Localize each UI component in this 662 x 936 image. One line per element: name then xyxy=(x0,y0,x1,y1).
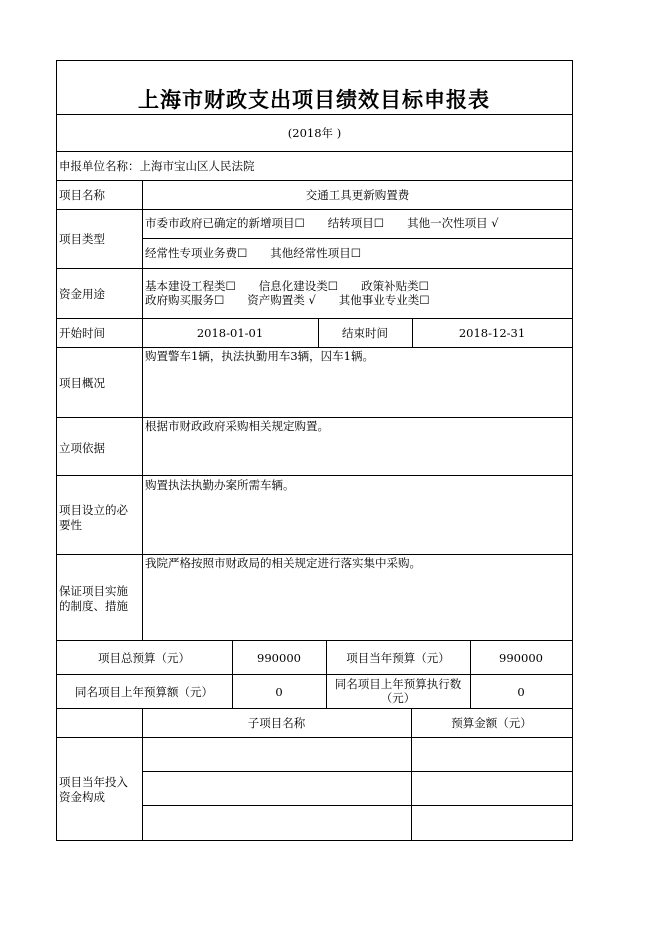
rule-top xyxy=(56,60,573,61)
form-title: 上海市财政支出项目绩效目标申报表 xyxy=(138,87,490,112)
rule-after-budget1 xyxy=(56,674,573,675)
overview-text: 购置警车1辆，执法执勤用车3辆，囚车1辆。 xyxy=(145,349,374,363)
end-time-label: 结束时间 xyxy=(342,326,388,340)
rule-after-type xyxy=(56,268,573,269)
necessity-text: 购置执法执勤办案所需车辆。 xyxy=(145,478,295,492)
rule-after-measures xyxy=(56,640,573,641)
rule-bottom xyxy=(56,840,573,841)
prev-exec-label-line1: 同名项目上年预算执行数 xyxy=(334,677,462,691)
project-type-line2: 经常性专项业务费☐ 其他经常性项目☐ xyxy=(145,246,362,260)
measures-label-line2: 的制度、措施 xyxy=(59,599,128,613)
measures-label-line1: 保证项目实施 xyxy=(59,584,128,598)
total-budget-label: 项目总预算（元） xyxy=(98,651,190,665)
start-time-value: 2018-01-01 xyxy=(196,326,264,340)
rule-after-dates xyxy=(56,347,573,348)
applicant-line: 申报单位名称：上海市宝山区人民法院 xyxy=(59,159,255,173)
end-time-value: 2018-12-31 xyxy=(458,326,526,340)
necessity-label-line1: 项目设立的必 xyxy=(59,503,128,517)
total-budget-value: 990000 xyxy=(257,651,301,665)
sub-item-name-header: 子项目名称 xyxy=(247,716,306,730)
rule-after-overview xyxy=(56,417,573,418)
fund-use-label: 资金用途 xyxy=(59,287,105,301)
form-year: (2018年 ) xyxy=(287,126,342,140)
current-budget-value: 990000 xyxy=(499,651,543,665)
measures-text: 我院严格按照市财政局的相关规定进行落实集中采购。 xyxy=(145,556,421,570)
rule-after-name xyxy=(56,209,573,210)
rule-left xyxy=(56,60,57,841)
rule-after-subheader xyxy=(56,737,573,738)
start-time-label: 开始时间 xyxy=(59,326,105,340)
rule-type-mid xyxy=(142,238,573,239)
prev-exec-value: 0 xyxy=(517,685,525,699)
project-name-value: 交通工具更新购置费 xyxy=(305,188,410,202)
prev-budget-label: 同名项目上年预算额（元） xyxy=(75,685,213,699)
current-budget-label: 项目当年预算（元） xyxy=(346,651,450,665)
composition-label-line2: 资金构成 xyxy=(59,790,105,804)
project-type-line1: 市委市政府已确定的新增项目☐ 结转项目☐ 其他一次性项目 √ xyxy=(145,216,499,230)
rule-sub-1 xyxy=(142,771,573,772)
rule-after-basis xyxy=(56,475,573,476)
project-type-label: 项目类型 xyxy=(59,232,105,246)
rule-after-budget2 xyxy=(56,708,573,709)
overview-label: 项目概况 xyxy=(59,376,105,390)
rule-sub-2 xyxy=(142,805,573,806)
rule-after-necessity xyxy=(56,554,573,555)
rule-right xyxy=(572,60,573,841)
rule-after-applicant xyxy=(56,180,573,181)
basis-text: 根据市财政政府采购相关规定购置。 xyxy=(145,419,329,433)
project-name-label: 项目名称 xyxy=(59,188,105,202)
rule-after-title xyxy=(56,114,573,115)
composition-label-line1: 项目当年投入 xyxy=(59,775,128,789)
rule-label-col-a xyxy=(142,180,143,641)
basis-label: 立项依据 xyxy=(59,441,105,455)
necessity-label-line2: 要性 xyxy=(59,518,82,532)
prev-exec-label-line2: （元） xyxy=(380,691,416,705)
sub-item-amount-header: 预算金额（元） xyxy=(451,716,532,730)
rule-after-funduse xyxy=(56,318,573,319)
rule-after-year xyxy=(56,151,573,152)
prev-budget-value: 0 xyxy=(275,685,283,699)
fund-use-line1: 基本建设工程类☐ 信息化建设类☐ 政策补贴类☐ xyxy=(145,279,429,293)
fund-use-line2: 政府购买服务☐ 资产购置类 √ 其他事业专业类☐ xyxy=(145,293,430,307)
